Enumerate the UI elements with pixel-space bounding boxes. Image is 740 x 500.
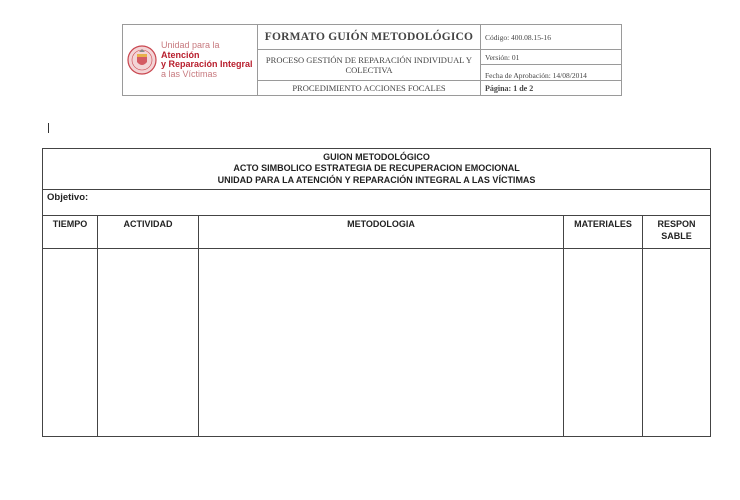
guide-title-line1: GUION METODOLÓGICO	[323, 151, 430, 162]
column-header-tiempo	[43, 216, 98, 249]
table-row	[43, 249, 711, 437]
metodologia-cell[interactable]	[199, 249, 564, 437]
guide-title-line2: ACTO SIMBOLICO ESTRATEGIA DE RECUPERACION EMOCIONAL	[233, 163, 520, 174]
responsable-cell[interactable]	[643, 249, 711, 437]
column-header-responsable-line2: SABLE	[661, 231, 692, 241]
logo-text-line1: Unidad para la	[161, 40, 220, 50]
code-label	[481, 25, 622, 50]
colombia-coat-of-arms-seal-icon	[127, 45, 157, 75]
logo-text-line3: a las Víctimas	[161, 68, 218, 79]
guide-title	[43, 149, 711, 190]
actividad-cell[interactable]	[98, 249, 199, 437]
column-header-materiales	[564, 216, 643, 249]
column-header-responsable	[643, 216, 711, 249]
document-header	[122, 24, 622, 96]
column-header-row	[43, 216, 711, 249]
column-header-materiales-text: MATERIALES	[574, 219, 632, 229]
tiempo-cell[interactable]	[43, 249, 98, 437]
version-text: Versión: 01	[481, 51, 621, 65]
format-title: FORMATO GUIÓN METODOLÓGICO	[258, 25, 481, 50]
materiales-cell[interactable]	[564, 249, 643, 437]
logo-text	[161, 41, 257, 79]
procedure-name: PROCEDIMIENTO ACCIONES FOCALES	[258, 81, 481, 96]
column-header-metodologia-text: METODOLOGIA	[347, 219, 415, 229]
logo-text-line2: y Reparación Integral	[161, 59, 253, 69]
objective-label: Objetivo:	[47, 192, 89, 203]
column-header-responsable-line1: RESPON	[657, 219, 696, 229]
code-text: Código: 400.08.15-16	[485, 32, 552, 42]
page-number: Página: 1 de 2	[481, 81, 622, 96]
logo-cell	[123, 25, 258, 96]
objective-row[interactable]	[43, 190, 711, 216]
methodology-guide-table	[42, 148, 711, 437]
logo-text-line1-bold: Atención	[161, 49, 200, 60]
column-header-metodologia	[199, 216, 564, 249]
approval-date: Fecha de Aprobación: 14/08/2014	[485, 70, 587, 80]
column-header-actividad	[98, 216, 199, 249]
logo	[123, 25, 257, 95]
version-cell	[481, 50, 622, 81]
column-header-tiempo-text: TIEMPO	[52, 219, 88, 229]
column-header-actividad-text: ACTIVIDAD	[123, 219, 173, 229]
process-name: PROCESO GESTIÓN DE REPARACIÓN INDIVIDUAL Y COLECTIVA	[258, 50, 481, 81]
text-cursor	[48, 123, 49, 133]
guide-title-line3: UNIDAD PARA LA ATENCIÓN Y REPARACIÓN INTEGRAL A LAS VÍCTIMAS	[217, 174, 536, 185]
